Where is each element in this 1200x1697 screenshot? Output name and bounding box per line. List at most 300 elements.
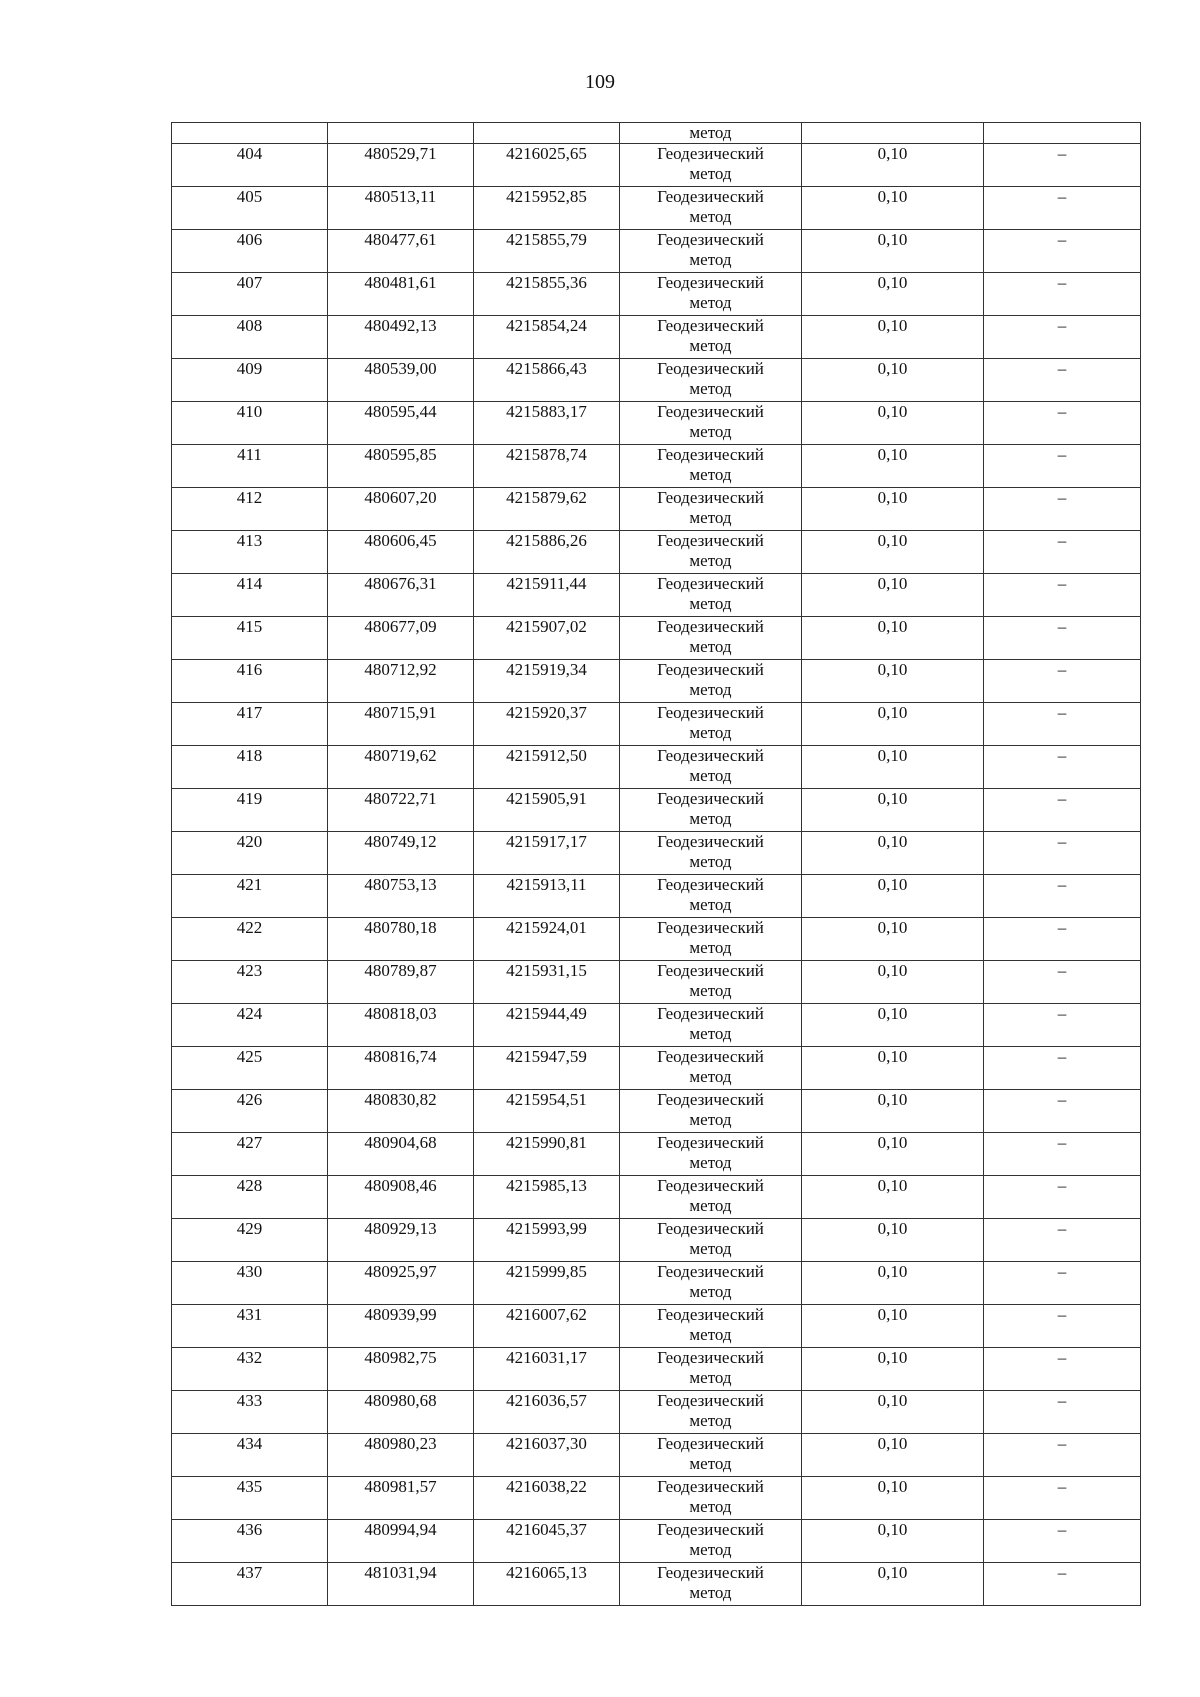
note-cell: – [984,144,1141,187]
method-cell [620,273,802,316]
x-coordinate-cell: 480980,68 [328,1391,474,1434]
x-coordinate-cell: 480539,00 [328,359,474,402]
method-line-2: метод [689,852,732,871]
method-line-2: метод [689,336,732,355]
point-number-cell: 422 [172,918,328,961]
method-line-1: Геодезический [657,1477,764,1496]
note-cell: – [984,1563,1141,1606]
accuracy-cell: 0,10 [802,875,984,918]
point-number-cell: 424 [172,1004,328,1047]
x-coordinate-cell [328,123,474,144]
method-cell [620,703,802,746]
x-coordinate-cell: 480753,13 [328,875,474,918]
table-row [172,445,1141,488]
method-line-2: метод [689,1196,732,1215]
point-number-cell: 420 [172,832,328,875]
x-coordinate-cell: 480595,44 [328,402,474,445]
x-coordinate-cell: 480477,61 [328,230,474,273]
x-coordinate-cell: 480982,75 [328,1348,474,1391]
table-row [172,1133,1141,1176]
method-line-1: Геодезический [657,1219,764,1238]
y-coordinate-cell: 4215993,99 [474,1219,620,1262]
x-coordinate-cell: 480722,71 [328,789,474,832]
accuracy-cell: 0,10 [802,703,984,746]
method-cell [620,1090,802,1133]
method-line-1: Геодезический [657,918,764,937]
note-cell: – [984,1133,1141,1176]
method-cell [620,832,802,875]
method-cell [620,1047,802,1090]
table-row [172,832,1141,875]
point-number-cell: 409 [172,359,328,402]
note-cell: – [984,1090,1141,1133]
x-coordinate-cell: 480607,20 [328,488,474,531]
note-cell: – [984,1477,1141,1520]
accuracy-cell: 0,10 [802,531,984,574]
x-coordinate-cell: 480908,46 [328,1176,474,1219]
method-line-2: метод [689,723,732,742]
point-number-cell: 414 [172,574,328,617]
x-coordinate-cell: 480929,13 [328,1219,474,1262]
table-row [172,918,1141,961]
x-coordinate-cell: 481031,94 [328,1563,474,1606]
method-line-1: Геодезический [657,1434,764,1453]
y-coordinate-cell: 4215866,43 [474,359,620,402]
note-cell: – [984,445,1141,488]
note-cell: – [984,574,1141,617]
method-line-1: Геодезический [657,1563,764,1582]
method-line-2: метод [689,1583,732,1602]
method-line-2: метод [689,1540,732,1559]
x-coordinate-cell: 480749,12 [328,832,474,875]
y-coordinate-cell: 4215952,85 [474,187,620,230]
method-cell [620,316,802,359]
table-row [172,789,1141,832]
point-number-cell: 434 [172,1434,328,1477]
y-coordinate-cell: 4215919,34 [474,660,620,703]
method-line-2: метод [689,508,732,527]
x-coordinate-cell: 480789,87 [328,961,474,1004]
y-coordinate-cell: 4215879,62 [474,488,620,531]
x-coordinate-cell: 480981,57 [328,1477,474,1520]
method-cell [620,918,802,961]
method-line-1: Геодезический [657,1176,764,1195]
table-row [172,187,1141,230]
point-number-cell: 416 [172,660,328,703]
note-cell: – [984,746,1141,789]
note-cell: – [984,488,1141,531]
point-number-cell: 427 [172,1133,328,1176]
note-cell: – [984,230,1141,273]
method-cell [620,1176,802,1219]
method-cell [620,617,802,660]
note-cell: – [984,1219,1141,1262]
point-number-cell: 423 [172,961,328,1004]
table-row [172,574,1141,617]
x-coordinate-cell: 480715,91 [328,703,474,746]
method-cell [620,961,802,1004]
method-line-1: Геодезический [657,1004,764,1023]
accuracy-cell: 0,10 [802,1133,984,1176]
y-coordinate-cell: 4215913,11 [474,875,620,918]
method-line-2: метод [689,766,732,785]
method-cell [620,1348,802,1391]
y-coordinate-cell: 4215999,85 [474,1262,620,1305]
y-coordinate-cell: 4215886,26 [474,531,620,574]
accuracy-cell: 0,10 [802,1520,984,1563]
y-coordinate-cell: 4215985,13 [474,1176,620,1219]
method-line-2: метод [689,379,732,398]
method-line-1: Геодезический [657,359,764,378]
method-line-1: Геодезический [657,832,764,851]
method-cell [620,1262,802,1305]
method-line-1: Геодезический [657,1047,764,1066]
y-coordinate-cell: 4215907,02 [474,617,620,660]
method-cell [620,488,802,531]
note-cell: – [984,1262,1141,1305]
note-cell [984,123,1141,144]
accuracy-cell: 0,10 [802,1305,984,1348]
method-line-2: метод [689,422,732,441]
accuracy-cell: 0,10 [802,359,984,402]
method-line-1: Геодезический [657,574,764,593]
note-cell: – [984,961,1141,1004]
x-coordinate-cell: 480606,45 [328,531,474,574]
y-coordinate-cell: 4215990,81 [474,1133,620,1176]
method-cell [620,875,802,918]
y-coordinate-cell: 4216037,30 [474,1434,620,1477]
table-row [172,402,1141,445]
y-coordinate-cell: 4215954,51 [474,1090,620,1133]
method-cell [620,1004,802,1047]
note-cell: – [984,187,1141,230]
method-line-1: Геодезический [657,1262,764,1281]
point-number-cell: 408 [172,316,328,359]
method-line-2: метод [689,1325,732,1344]
y-coordinate-cell: 4215911,44 [474,574,620,617]
table-row [172,531,1141,574]
method-line-2: метод [689,1497,732,1516]
method-line-2: метод [689,809,732,828]
point-number-cell: 406 [172,230,328,273]
method-line-2: метод [689,293,732,312]
point-number-cell: 419 [172,789,328,832]
point-number-cell: 436 [172,1520,328,1563]
y-coordinate-cell: 4216038,22 [474,1477,620,1520]
method-line-1: Геодезический [657,402,764,421]
method-line-1: Геодезический [657,875,764,894]
table-row [172,617,1141,660]
accuracy-cell [802,123,984,144]
note-cell: – [984,617,1141,660]
note-cell: – [984,1004,1141,1047]
point-number-cell: 426 [172,1090,328,1133]
note-cell: – [984,359,1141,402]
y-coordinate-cell: 4216007,62 [474,1305,620,1348]
point-number-cell: 432 [172,1348,328,1391]
x-coordinate-cell: 480712,92 [328,660,474,703]
note-cell: – [984,1348,1141,1391]
x-coordinate-cell: 480994,94 [328,1520,474,1563]
method-line-2: метод [689,1239,732,1258]
table-row [172,1004,1141,1047]
accuracy-cell: 0,10 [802,918,984,961]
y-coordinate-cell: 4216031,17 [474,1348,620,1391]
method-cell [620,144,802,187]
y-coordinate-cell: 4216025,65 [474,144,620,187]
x-coordinate-cell: 480830,82 [328,1090,474,1133]
method-line-2: метод [689,594,732,613]
x-coordinate-cell: 480677,09 [328,617,474,660]
method-line-1: Геодезический [657,617,764,636]
y-coordinate-cell: 4215920,37 [474,703,620,746]
y-coordinate-cell: 4215855,36 [474,273,620,316]
method-line-2: метод [689,465,732,484]
point-number-cell: 429 [172,1219,328,1262]
point-number-cell: 404 [172,144,328,187]
method-cell [620,1219,802,1262]
note-cell: – [984,1305,1141,1348]
accuracy-cell: 0,10 [802,1176,984,1219]
page-number: 109 [585,71,615,93]
point-number-cell: 417 [172,703,328,746]
accuracy-cell: 0,10 [802,1262,984,1305]
method-line-2: метод [689,1067,732,1086]
y-coordinate-cell: 4216065,13 [474,1563,620,1606]
table-row [172,660,1141,703]
accuracy-cell: 0,10 [802,1348,984,1391]
accuracy-cell: 0,10 [802,1004,984,1047]
point-number-cell: 428 [172,1176,328,1219]
method-line-1: Геодезический [657,1391,764,1410]
note-cell: – [984,1391,1141,1434]
accuracy-cell: 0,10 [802,445,984,488]
note-cell: – [984,789,1141,832]
method-line-2: метод [689,1282,732,1301]
method-line-2: метод [689,1454,732,1473]
method-line-1: Геодезический [657,1090,764,1109]
method-line-2: метод [689,551,732,570]
point-number-cell: 415 [172,617,328,660]
table-row [172,703,1141,746]
accuracy-cell: 0,10 [802,1090,984,1133]
table-row [172,488,1141,531]
point-number-cell: 430 [172,1262,328,1305]
method-line-2: метод [689,164,732,183]
x-coordinate-cell: 480481,61 [328,273,474,316]
accuracy-cell: 0,10 [802,1047,984,1090]
method-cell [620,445,802,488]
x-coordinate-cell: 480925,97 [328,1262,474,1305]
point-number-cell: 433 [172,1391,328,1434]
accuracy-cell: 0,10 [802,746,984,789]
y-coordinate-cell: 4215855,79 [474,230,620,273]
x-coordinate-cell: 480816,74 [328,1047,474,1090]
y-coordinate-cell: 4215878,74 [474,445,620,488]
note-cell: – [984,918,1141,961]
method-cell [620,1477,802,1520]
method-cell [620,1520,802,1563]
x-coordinate-cell: 480780,18 [328,918,474,961]
method-line-2: метод [689,637,732,656]
accuracy-cell: 0,10 [802,230,984,273]
method-cell [620,1563,802,1606]
method-line-1: Геодезический [657,746,764,765]
method-line-2: метод [689,207,732,226]
table-row [172,1047,1141,1090]
point-number-cell: 418 [172,746,328,789]
table-row [172,746,1141,789]
table-row [172,1520,1141,1563]
note-cell: – [984,402,1141,445]
table-row [172,1090,1141,1133]
y-coordinate-cell [474,123,620,144]
method-line-2: метод [689,680,732,699]
method-line-1: Геодезический [657,789,764,808]
note-cell: – [984,1047,1141,1090]
method-line-1: Геодезический [657,961,764,980]
y-coordinate-cell: 4215883,17 [474,402,620,445]
accuracy-cell: 0,10 [802,961,984,1004]
method-line-1: Геодезический [657,445,764,464]
method-cell [620,746,802,789]
point-number-cell: 437 [172,1563,328,1606]
method-line-1: Геодезический [657,273,764,292]
method-line-2: метод [689,1153,732,1172]
table-row [172,1262,1141,1305]
table-row [172,875,1141,918]
method-line-2: метод [689,1024,732,1043]
y-coordinate-cell: 4215947,59 [474,1047,620,1090]
method-cell [620,660,802,703]
x-coordinate-cell: 480719,62 [328,746,474,789]
table-row [172,1348,1141,1391]
accuracy-cell: 0,10 [802,574,984,617]
method-line-2: метод [689,981,732,1000]
point-number-cell: 411 [172,445,328,488]
y-coordinate-cell: 4215912,50 [474,746,620,789]
table-row [172,1563,1141,1606]
accuracy-cell: 0,10 [802,187,984,230]
table-row [172,273,1141,316]
table-row [172,1391,1141,1434]
x-coordinate-cell: 480595,85 [328,445,474,488]
point-number-cell [172,123,328,144]
point-number-cell: 413 [172,531,328,574]
note-cell: – [984,1434,1141,1477]
method-line-1: Геодезический [657,1520,764,1539]
accuracy-cell: 0,10 [802,1434,984,1477]
method-line-2: метод [689,1411,732,1430]
accuracy-cell: 0,10 [802,832,984,875]
note-cell: – [984,1520,1141,1563]
method-line-1: Геодезический [657,703,764,722]
y-coordinate-cell: 4215854,24 [474,316,620,359]
point-number-cell: 421 [172,875,328,918]
method-line-2: метод [689,895,732,914]
method-cell [620,359,802,402]
method-line-1: Геодезический [657,316,764,335]
method-line-1: Геодезический [657,1305,764,1324]
accuracy-cell: 0,10 [802,1477,984,1520]
note-cell: – [984,875,1141,918]
table-row [172,1219,1141,1262]
x-coordinate-cell: 480818,03 [328,1004,474,1047]
method-cell: метод [620,123,802,144]
method-cell [620,1434,802,1477]
y-coordinate-cell: 4215924,01 [474,918,620,961]
x-coordinate-cell: 480980,23 [328,1434,474,1477]
method-line-2: метод [689,1368,732,1387]
continuation-row [172,123,1141,144]
method-line-1: Геодезический [657,1348,764,1367]
y-coordinate-cell: 4215917,17 [474,832,620,875]
method-cell [620,1305,802,1348]
note-cell: – [984,832,1141,875]
method-cell [620,574,802,617]
accuracy-cell: 0,10 [802,789,984,832]
accuracy-cell: 0,10 [802,488,984,531]
x-coordinate-cell: 480529,71 [328,144,474,187]
method-line-1: Геодезический [657,230,764,249]
note-cell: – [984,531,1141,574]
method-line-2: метод [689,250,732,269]
method-line-2: метод [689,938,732,957]
note-cell: – [984,660,1141,703]
table-row [172,1434,1141,1477]
x-coordinate-cell: 480676,31 [328,574,474,617]
y-coordinate-cell: 4216045,37 [474,1520,620,1563]
method-line-1: Геодезический [657,488,764,507]
accuracy-cell: 0,10 [802,1391,984,1434]
point-number-cell: 410 [172,402,328,445]
point-number-cell: 425 [172,1047,328,1090]
accuracy-cell: 0,10 [802,402,984,445]
point-number-cell: 431 [172,1305,328,1348]
accuracy-cell: 0,10 [802,660,984,703]
table-row [172,961,1141,1004]
y-coordinate-cell: 4215931,15 [474,961,620,1004]
table-row [172,316,1141,359]
table-row [172,1477,1141,1520]
accuracy-cell: 0,10 [802,316,984,359]
x-coordinate-cell: 480939,99 [328,1305,474,1348]
method-cell [620,187,802,230]
note-cell: – [984,273,1141,316]
y-coordinate-cell: 4216036,57 [474,1391,620,1434]
point-number-cell: 412 [172,488,328,531]
method-line-1: Геодезический [657,187,764,206]
accuracy-cell: 0,10 [802,273,984,316]
accuracy-cell: 0,10 [802,144,984,187]
table-body [172,123,1141,1606]
table-row [172,144,1141,187]
method-line-1: Геодезический [657,660,764,679]
coordinates-table [171,122,1141,1606]
x-coordinate-cell: 480513,11 [328,187,474,230]
accuracy-cell: 0,10 [802,617,984,660]
note-cell: – [984,316,1141,359]
accuracy-cell: 0,10 [802,1219,984,1262]
method-line-2: метод [689,1110,732,1129]
method-cell [620,230,802,273]
method-cell [620,531,802,574]
accuracy-cell: 0,10 [802,1563,984,1606]
point-number-cell: 405 [172,187,328,230]
x-coordinate-cell: 480904,68 [328,1133,474,1176]
table-row [172,230,1141,273]
method-cell [620,1133,802,1176]
